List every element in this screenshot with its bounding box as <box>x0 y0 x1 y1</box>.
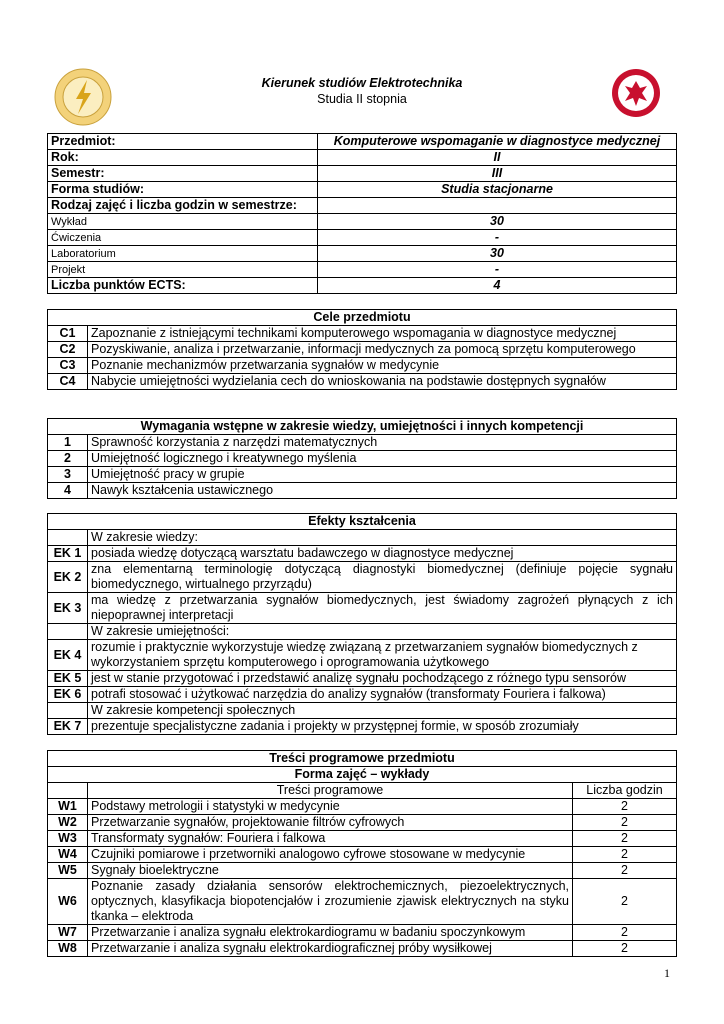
content-row <box>48 863 677 879</box>
requirements-table <box>47 418 677 499</box>
content-row <box>48 941 677 957</box>
outcome-code: EK 4 <box>48 640 88 671</box>
goal-row <box>48 358 677 374</box>
hours-value: 30 <box>318 246 677 262</box>
info-row <box>48 134 677 150</box>
hours-label: Wykład <box>48 214 318 230</box>
info-row <box>48 150 677 166</box>
outcome-empty-cell <box>48 530 88 546</box>
hours-header-empty <box>318 198 677 214</box>
requirement-text: Sprawność korzystania z narzędzi matematycznych <box>88 435 677 451</box>
goal-text: Pozyskiwanie, analiza i przetwarzanie, informacji medycznych za pomocą sprzętu komputerowego <box>88 342 677 358</box>
content-hours: 2 <box>573 831 677 847</box>
program-content-table <box>47 750 677 957</box>
outcome-row <box>48 640 677 671</box>
content-hours: 2 <box>573 847 677 863</box>
content-code: W2 <box>48 815 88 831</box>
hours-label: Ćwiczenia <box>48 230 318 246</box>
content-text: Czujniki pomiarowe i przetworniki analogowo cyfrowe stosowane w medycynie <box>88 847 573 863</box>
content-hours: 2 <box>573 941 677 957</box>
hours-label: Projekt <box>48 262 318 278</box>
content-code: W6 <box>48 879 88 925</box>
requirement-code: 4 <box>48 483 88 499</box>
goal-text: Zapoznanie z istniejącymi technikami komputerowego wspomagania w diagnostyce medycznej <box>88 326 677 342</box>
outcome-text: rozumie i praktycznie wykorzystuje wiedzę związaną z przetwarzaniem sygnałów biomedycznych z wykorzystaniem sprzętu komputerowego i oprogramowania użytkowego <box>88 640 677 671</box>
hours-column-header: Liczba godzin <box>573 783 677 799</box>
content-code: W5 <box>48 863 88 879</box>
content-hours: 2 <box>573 815 677 831</box>
content-hours: 2 <box>573 879 677 925</box>
outcome-row <box>48 687 677 703</box>
info-label: Semestr: <box>48 166 318 182</box>
content-row <box>48 799 677 815</box>
content-empty-cell <box>48 783 88 799</box>
outcome-section-label: W zakresie wiedzy: <box>88 530 677 546</box>
info-label: Forma studiów: <box>48 182 318 198</box>
content-row <box>48 879 677 925</box>
outcome-code: EK 7 <box>48 719 88 735</box>
outcome-text: zna elementarną terminologię dotyczącą diagnostyki biomedycznej (definiuje pojęcie sygnału biomedycznego, wirtualnego przyrządu) <box>88 562 677 593</box>
outcome-text: jest w stanie przygotować i przedstawić analizę sygnału pochodzącego z różnego typu sensorów <box>88 671 677 687</box>
requirement-code: 2 <box>48 451 88 467</box>
content-row <box>48 925 677 941</box>
ects-row <box>48 278 677 294</box>
content-hours: 2 <box>573 925 677 941</box>
outcome-row <box>48 546 677 562</box>
info-row <box>48 166 677 182</box>
requirement-text: Umiejętność logicznego i kreatywnego myślenia <box>88 451 677 467</box>
hours-value: - <box>318 262 677 278</box>
course-goals-table <box>47 309 677 390</box>
outcome-row <box>48 593 677 624</box>
outcome-empty-cell <box>48 624 88 640</box>
goals-title: Cele przedmiotu <box>48 310 677 326</box>
outcome-section-row <box>48 530 677 546</box>
content-code: W8 <box>48 941 88 957</box>
course-info-table <box>47 133 677 294</box>
info-value: III <box>318 166 677 182</box>
ects-label: Liczba punktów ECTS: <box>48 278 318 294</box>
goal-code: C2 <box>48 342 88 358</box>
content-text: Transformaty sygnałów: Fouriera i falkowa <box>88 831 573 847</box>
hours-row <box>48 246 677 262</box>
outcome-section-row <box>48 703 677 719</box>
requirement-row <box>48 435 677 451</box>
ects-value: 4 <box>318 278 677 294</box>
content-text: Poznanie zasady działania sensorów elektrochemicznych, piezoelektrycznych, optycznych, klasyfikacja biopotencjałów i zrozumienie zjawisk elektrycznych na styku tkanka – elektroda <box>88 879 573 925</box>
outcome-row <box>48 719 677 735</box>
content-row <box>48 831 677 847</box>
outcome-code: EK 3 <box>48 593 88 624</box>
hours-row <box>48 214 677 230</box>
outcome-section-label: W zakresie kompetencji społecznych <box>88 703 677 719</box>
hours-value: 30 <box>318 214 677 230</box>
content-text: Sygnały bioelektryczne <box>88 863 573 879</box>
info-value: Komputerowe wspomaganie w diagnostyce medycznej <box>318 134 677 150</box>
content-code: W1 <box>48 799 88 815</box>
hours-row <box>48 262 677 278</box>
content-row <box>48 847 677 863</box>
outcome-code: EK 6 <box>48 687 88 703</box>
requirement-code: 1 <box>48 435 88 451</box>
requirements-title: Wymagania wstępne w zakresie wiedzy, umiejętności i innych kompetencji <box>48 419 677 435</box>
requirement-text: Umiejętność pracy w grupie <box>88 467 677 483</box>
content-hours: 2 <box>573 799 677 815</box>
outcome-text: posiada wiedzę dotyczącą warsztatu badawczego w diagnostyce medycznej <box>88 546 677 562</box>
content-subtitle: Forma zajęć – wykłady <box>48 767 677 783</box>
outcome-code: EK 5 <box>48 671 88 687</box>
info-row <box>48 182 677 198</box>
requirement-row <box>48 483 677 499</box>
info-label: Przedmiot: <box>48 134 318 150</box>
document-header <box>0 0 724 130</box>
hours-label: Laboratorium <box>48 246 318 262</box>
document-subtitle: Studia II stopnia <box>317 92 407 106</box>
content-text: Przetwarzanie i analiza sygnału elektrokardiograficznej próby wysiłkowej <box>88 941 573 957</box>
content-header-row <box>48 783 677 799</box>
content-text: Podstawy metrologii i statystyki w medycynie <box>88 799 573 815</box>
hours-value: - <box>318 230 677 246</box>
content-title: Treści programowe przedmiotu <box>48 751 677 767</box>
goal-code: C3 <box>48 358 88 374</box>
requirement-row <box>48 467 677 483</box>
outcome-row <box>48 671 677 687</box>
page-number: 1 <box>664 966 670 980</box>
outcome-text: ma wiedzę z przetwarzania sygnałów biomedycznych, jest świadomy zagrożeń płynących z ich niepoprawnej interpretacji <box>88 593 677 624</box>
info-value: II <box>318 150 677 166</box>
goal-code: C4 <box>48 374 88 390</box>
learning-outcomes-table <box>47 513 677 735</box>
hours-header: Rodzaj zajęć i liczba godzin w semestrze: <box>48 198 318 214</box>
goal-text: Nabycie umiejętności wydzielania cech do wnioskowania na podstawie dostępnych sygnałów <box>88 374 677 390</box>
content-text: Przetwarzanie i analiza sygnału elektrokardiogramu w badaniu spoczynkowym <box>88 925 573 941</box>
outcome-text: potrafi stosować i użytkować narzędzia do analizy sygnałów (transformaty Fouriera i falkowa) <box>88 687 677 703</box>
content-code: W7 <box>48 925 88 941</box>
goal-row <box>48 374 677 390</box>
outcomes-title: Efekty kształcenia <box>48 514 677 530</box>
requirement-code: 3 <box>48 467 88 483</box>
content-hours: 2 <box>573 863 677 879</box>
info-value: Studia stacjonarne <box>318 182 677 198</box>
content-column-header: Treści programowe <box>88 783 573 799</box>
goal-row <box>48 342 677 358</box>
outcome-code: EK 2 <box>48 562 88 593</box>
outcome-row <box>48 562 677 593</box>
goal-text: Poznanie mechanizmów przetwarzania sygnałów w medycynie <box>88 358 677 374</box>
content-row <box>48 815 677 831</box>
info-label: Rok: <box>48 150 318 166</box>
outcome-section-row <box>48 624 677 640</box>
requirement-row <box>48 451 677 467</box>
content-text: Przetwarzanie sygnałów, projektowanie filtrów cyfrowych <box>88 815 573 831</box>
hours-row <box>48 230 677 246</box>
goal-code: C1 <box>48 326 88 342</box>
outcome-code: EK 1 <box>48 546 88 562</box>
outcome-section-label: W zakresie umiejętności: <box>88 624 677 640</box>
document-title: Kierunek studiów Elektrotechnika <box>261 76 463 90</box>
outcome-empty-cell <box>48 703 88 719</box>
requirement-text: Nawyk kształcenia ustawicznego <box>88 483 677 499</box>
content-code: W3 <box>48 831 88 847</box>
content-code: W4 <box>48 847 88 863</box>
goal-row <box>48 326 677 342</box>
hours-header-row <box>48 198 677 214</box>
outcome-text: prezentuje specjalistyczne zadania i projekty w przystępnej formie, w sposób zrozumiały <box>88 719 677 735</box>
